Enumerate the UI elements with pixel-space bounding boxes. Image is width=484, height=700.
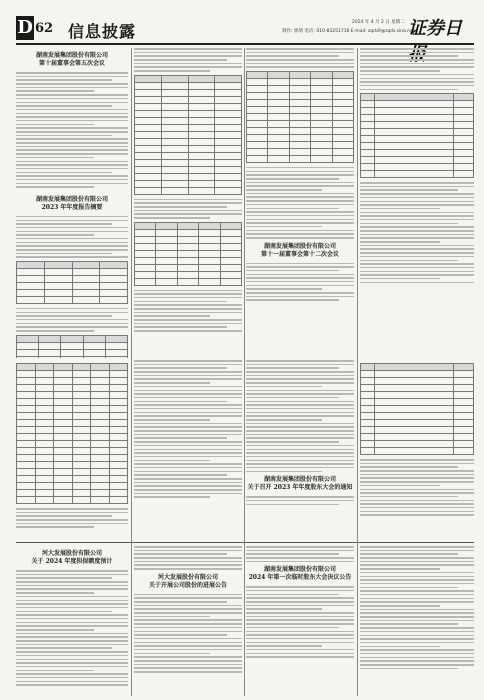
- column-4-lower: [360, 360, 474, 540]
- section-divider: [16, 542, 474, 543]
- column-divider: [131, 48, 132, 696]
- column-4: [360, 48, 474, 358]
- newspaper-logo: 证券日: [408, 18, 462, 39]
- notice-subject: 第十届董事会第五次会议: [38, 60, 105, 67]
- notice-header: [16, 52, 128, 68]
- column-1-bottom: [16, 546, 128, 696]
- notice-body: [246, 263, 354, 301]
- notice-body: [360, 459, 474, 516]
- column-2-bottom: [134, 546, 242, 696]
- notice-company: 湖南发展集团股份有限公司: [263, 566, 336, 574]
- notice-company: 河大发展股份有限公司: [41, 550, 102, 557]
- data-table: [246, 71, 354, 163]
- notice-subject: 关于开展公司股份的进展公告: [148, 581, 227, 589]
- notice-body: [246, 48, 354, 68]
- notice-subject: 关于召开 2023 年年度股东大会的通知: [247, 484, 353, 492]
- notice-company: 湖南发展集团股份有限公司: [263, 476, 336, 484]
- notice-body: [246, 167, 354, 239]
- notice-company: 湖南发展集团股份有限公司: [263, 242, 336, 250]
- notice-body: [246, 360, 354, 472]
- data-table: [16, 363, 128, 504]
- notice-body: [16, 570, 128, 686]
- notice-company: 湖南发展集团股份有限公司: [35, 52, 108, 59]
- data-table: [134, 222, 242, 286]
- data-table: [360, 363, 474, 455]
- column-3-lower: [246, 360, 354, 540]
- notice-body: [134, 360, 242, 498]
- notice-body: [16, 72, 128, 188]
- notice-subject: 关于 2024 年度担保额度预计: [31, 558, 113, 565]
- notice-body: [360, 48, 474, 90]
- column-3-bottom: [246, 546, 354, 696]
- notice-body: [246, 546, 354, 562]
- masthead: [16, 16, 474, 46]
- publication-date: 2024 年 4 月 2 日 星期二: [352, 20, 405, 25]
- notice-body: [360, 182, 474, 283]
- notice-body: [16, 216, 128, 258]
- notice-body: [134, 594, 242, 673]
- notice-body: [134, 290, 242, 332]
- column-4-bottom: [360, 546, 474, 696]
- notice-header: [16, 196, 128, 212]
- column-divider: [244, 48, 245, 696]
- column-2: [134, 48, 242, 358]
- column-1: [16, 48, 128, 358]
- notice-body: [246, 586, 354, 658]
- data-table: [16, 335, 128, 359]
- notice-header: [246, 243, 354, 259]
- notice-body: [134, 199, 242, 219]
- column-3: [246, 48, 354, 358]
- column-1-lower: [16, 360, 128, 540]
- section-title: 信息披露: [68, 22, 137, 41]
- notice-header: [246, 566, 354, 582]
- notice-subject: 第十一届董事会第十二次会议: [260, 250, 339, 258]
- page-number: 62: [35, 21, 54, 36]
- notice-company: 湖南发展集团股份有限公司: [35, 195, 108, 203]
- notice-body: [134, 546, 242, 570]
- notice-body: [360, 546, 474, 669]
- notice-subject: 2024 年第一次临时股东大会决议公告: [248, 574, 352, 582]
- notice-company: 河大发展股份有限公司: [157, 573, 218, 581]
- publication-contact: 制作: 郭倩 电话: 010-83251716 E-mail: zqrb9@zqrb.sina.net: [282, 29, 415, 34]
- column-2-lower: [134, 360, 242, 540]
- notice-header: [246, 476, 354, 492]
- notice-body: [246, 496, 354, 505]
- notice-header: [134, 574, 242, 590]
- column-divider: [357, 48, 358, 696]
- section-letter: D: [17, 17, 33, 38]
- data-table: [360, 93, 474, 178]
- notice-body: [16, 508, 128, 528]
- notice-header: [16, 550, 128, 566]
- notice-body: [16, 308, 128, 332]
- masthead-rule: [16, 43, 474, 45]
- notice-subject: 2023 年年度报告摘要: [41, 203, 103, 211]
- data-table: [134, 75, 242, 195]
- data-table: [16, 261, 128, 304]
- notice-body: [134, 48, 242, 72]
